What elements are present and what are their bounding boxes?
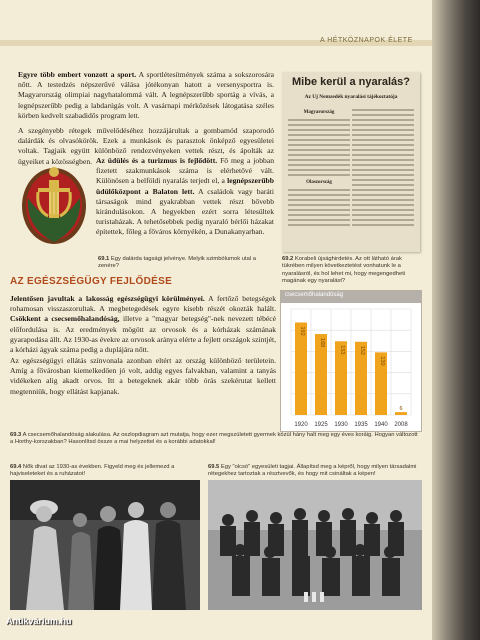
chart-tick-label: 1935 [354, 422, 368, 428]
tourism-text-2: A családok vagy baráti társaságok mind gyakrabban vettek részt bővebb kirándulásokon. A hegyekben ezért sorra létesültek turistaházak. A tehetősebbek pedig nyaraló bérlői házakat építettek, főleg a főváros környékén, a Dunakanyarban. [96, 186, 274, 237]
caption-text: A csecsemőhalandóság alakulása. Az oszlopdiagram azt mutatja, hogy ezer megszületett gyermek közül hány halt meg egy éves koráig. Hogyan változott a Horthy-korszakban? Hasonlítsd össze a mai helyzettel és a korábbi adatokkal! [10, 432, 418, 446]
caption-69-3 [10, 432, 420, 447]
fashion-photo [10, 480, 200, 610]
clipping-column-right [352, 106, 414, 229]
balaton-bold: legnépszerűbb üdülőközpont a Balaton lett. [96, 176, 274, 196]
clipping-subtitle: Az Uj Nemzedék nyaralási tájékoztatója [304, 94, 398, 100]
intro-text: A sportlétesítmények száma a sokszorosára nőtt. A testedzés népszerűvé válása jótékonyan hatott a versenysportra is. Magyarország olimpiai nagyhatalommá vált. A legnépszerűbb sportág a vívás, a legnépszerűbb pedig a labdarúgás volt. A vasárnapi mérkőzések látogatása széles körben kedvelt szabadidős program lett. [18, 70, 274, 120]
health-text: A fertőző betegségek rohamosan visszaszorultak. A megbetegedések egyre kisebb részét okozták halált. [10, 294, 277, 314]
chart-tick-label: 1930 [334, 422, 348, 428]
caption-text: Korabeli újsághirdetés. Az ott látható árak tükrében milyen következtetést vonhatunk le a nyaralásról, és hol lehet mi, hogy megengedheti magának egy nyaralást? [282, 256, 406, 285]
chart-value-label: 130 [379, 356, 385, 366]
chart-plot [281, 303, 421, 431]
infant-mortality-chart [280, 290, 422, 432]
tourism-text: Fő meg a jobban fizetett szakmunkások száma is elérhetővé vált. Különösen a belföldi nyaralás terjedt el, a [96, 156, 274, 186]
health-paragraph-2: Az egészségügyi ellátás színvonala azonban eltért az ország különböző területein. Amíg a fővárosban kiemelkedően jó volt, addig egyes falvakban, valamint a tanyás vidékeken alig akadt orvos. Itt a betegeknek akár több órás szekérutat kellett megtenniük, hogy ellátást kapjanak. [10, 356, 276, 396]
infant-mortality-bold: Csökkent a csecsemőhalandóság, [10, 314, 120, 324]
health-paragraph-1 [10, 294, 276, 355]
caption-number: 69.1 [98, 256, 110, 262]
chart-value-label: 6 [399, 406, 403, 413]
caption-number: 69.5 [208, 464, 220, 470]
clipping-column-head: Magyarország [303, 110, 335, 115]
chart-title: csecsemőhalandóság [285, 292, 344, 298]
culture-paragraph: A szegényebb rétegek művelődéséhez hozzájárultak a gombamód szaporodó dalárdák és olvasókörök. Ezek a munkások és parasztok önképző egyesületei voltak. Tagjaik együtt különböző rendezvényeken vettek részt, és ápolták az ügyeiket a közösségben. [18, 126, 274, 166]
intro-lead: Egyre több embert vonzott a sport. [18, 70, 137, 79]
chart-tick-label: 1925 [314, 422, 328, 428]
chart-tick-label: 1940 [374, 422, 388, 428]
tourism-lead: Az üdülés és a turizmus is fejlődött. [96, 156, 218, 165]
chart-tick-label: 2008 [394, 422, 408, 428]
caption-69-4 [10, 464, 200, 479]
chart-value-label: 152 [359, 345, 365, 355]
chart-value-label: 192 [299, 326, 305, 336]
chart-value-label: 168 [319, 338, 325, 348]
caption-69-2 [282, 256, 422, 286]
clipping-title: Mibe kerül a nyaralás? [292, 76, 410, 88]
clipping-column-left [288, 106, 350, 229]
tourism-paragraph [96, 156, 274, 238]
clipping-column-head: Olaszország [306, 180, 332, 185]
watermark-footer: Antikvárium.hu [6, 616, 72, 626]
caption-number: 69.3 [10, 432, 22, 438]
newspaper-clipping [282, 72, 420, 252]
caption-69-5 [208, 464, 422, 479]
running-head: A HÉTKÖZNAPOK ÉLETE [320, 37, 413, 44]
book-spine [432, 0, 480, 640]
choir-badge-image [16, 158, 92, 250]
caption-69-1 [98, 256, 278, 271]
group-photo [208, 480, 422, 610]
chart-bar-1920 [295, 322, 307, 415]
chart-bar-2008 [395, 412, 407, 415]
caption-text: Egy dalárda tagsági jelvénye. Melyik szimbólumok utal a zenére? [98, 256, 256, 270]
health-lead: Jelentősen javultak a lakosság egészségügyi körülményei. [10, 294, 205, 303]
health-text-2: illetve a "magyar betegség"-nek nevezett tébécé előfordulása is. Az eredmények mögött az orvosok és a kórházak számának gyarapodása állt. Az 1930-as évekre az orvosok aránya elérte a fejlett országok szintjét, a kórházi ágyak száma pedig a duplájára nőtt. [10, 314, 276, 355]
chart-value-label: 153 [339, 345, 345, 355]
section-title: AZ EGÉSZSÉGÜGY FEJLŐDÉSE [10, 276, 173, 287]
caption-text: Egy "olcsó" egyesületi tagjai. Állapítsd meg a képről, hogy milyen társadalmi rétegekhez tartoztak a résztvevők, és hogy mit csináltak a képen! [208, 464, 417, 478]
caption-text: Nők divat az 1930-as években. Figyeld meg és jellemezd a hajviseleteket és a ruházatot! [10, 464, 175, 478]
chart-header [281, 291, 421, 303]
caption-number: 69.4 [10, 464, 22, 470]
intro-paragraph [18, 70, 274, 121]
chart-tick-label: 1920 [294, 422, 308, 428]
caption-number: 69.2 [282, 256, 294, 262]
